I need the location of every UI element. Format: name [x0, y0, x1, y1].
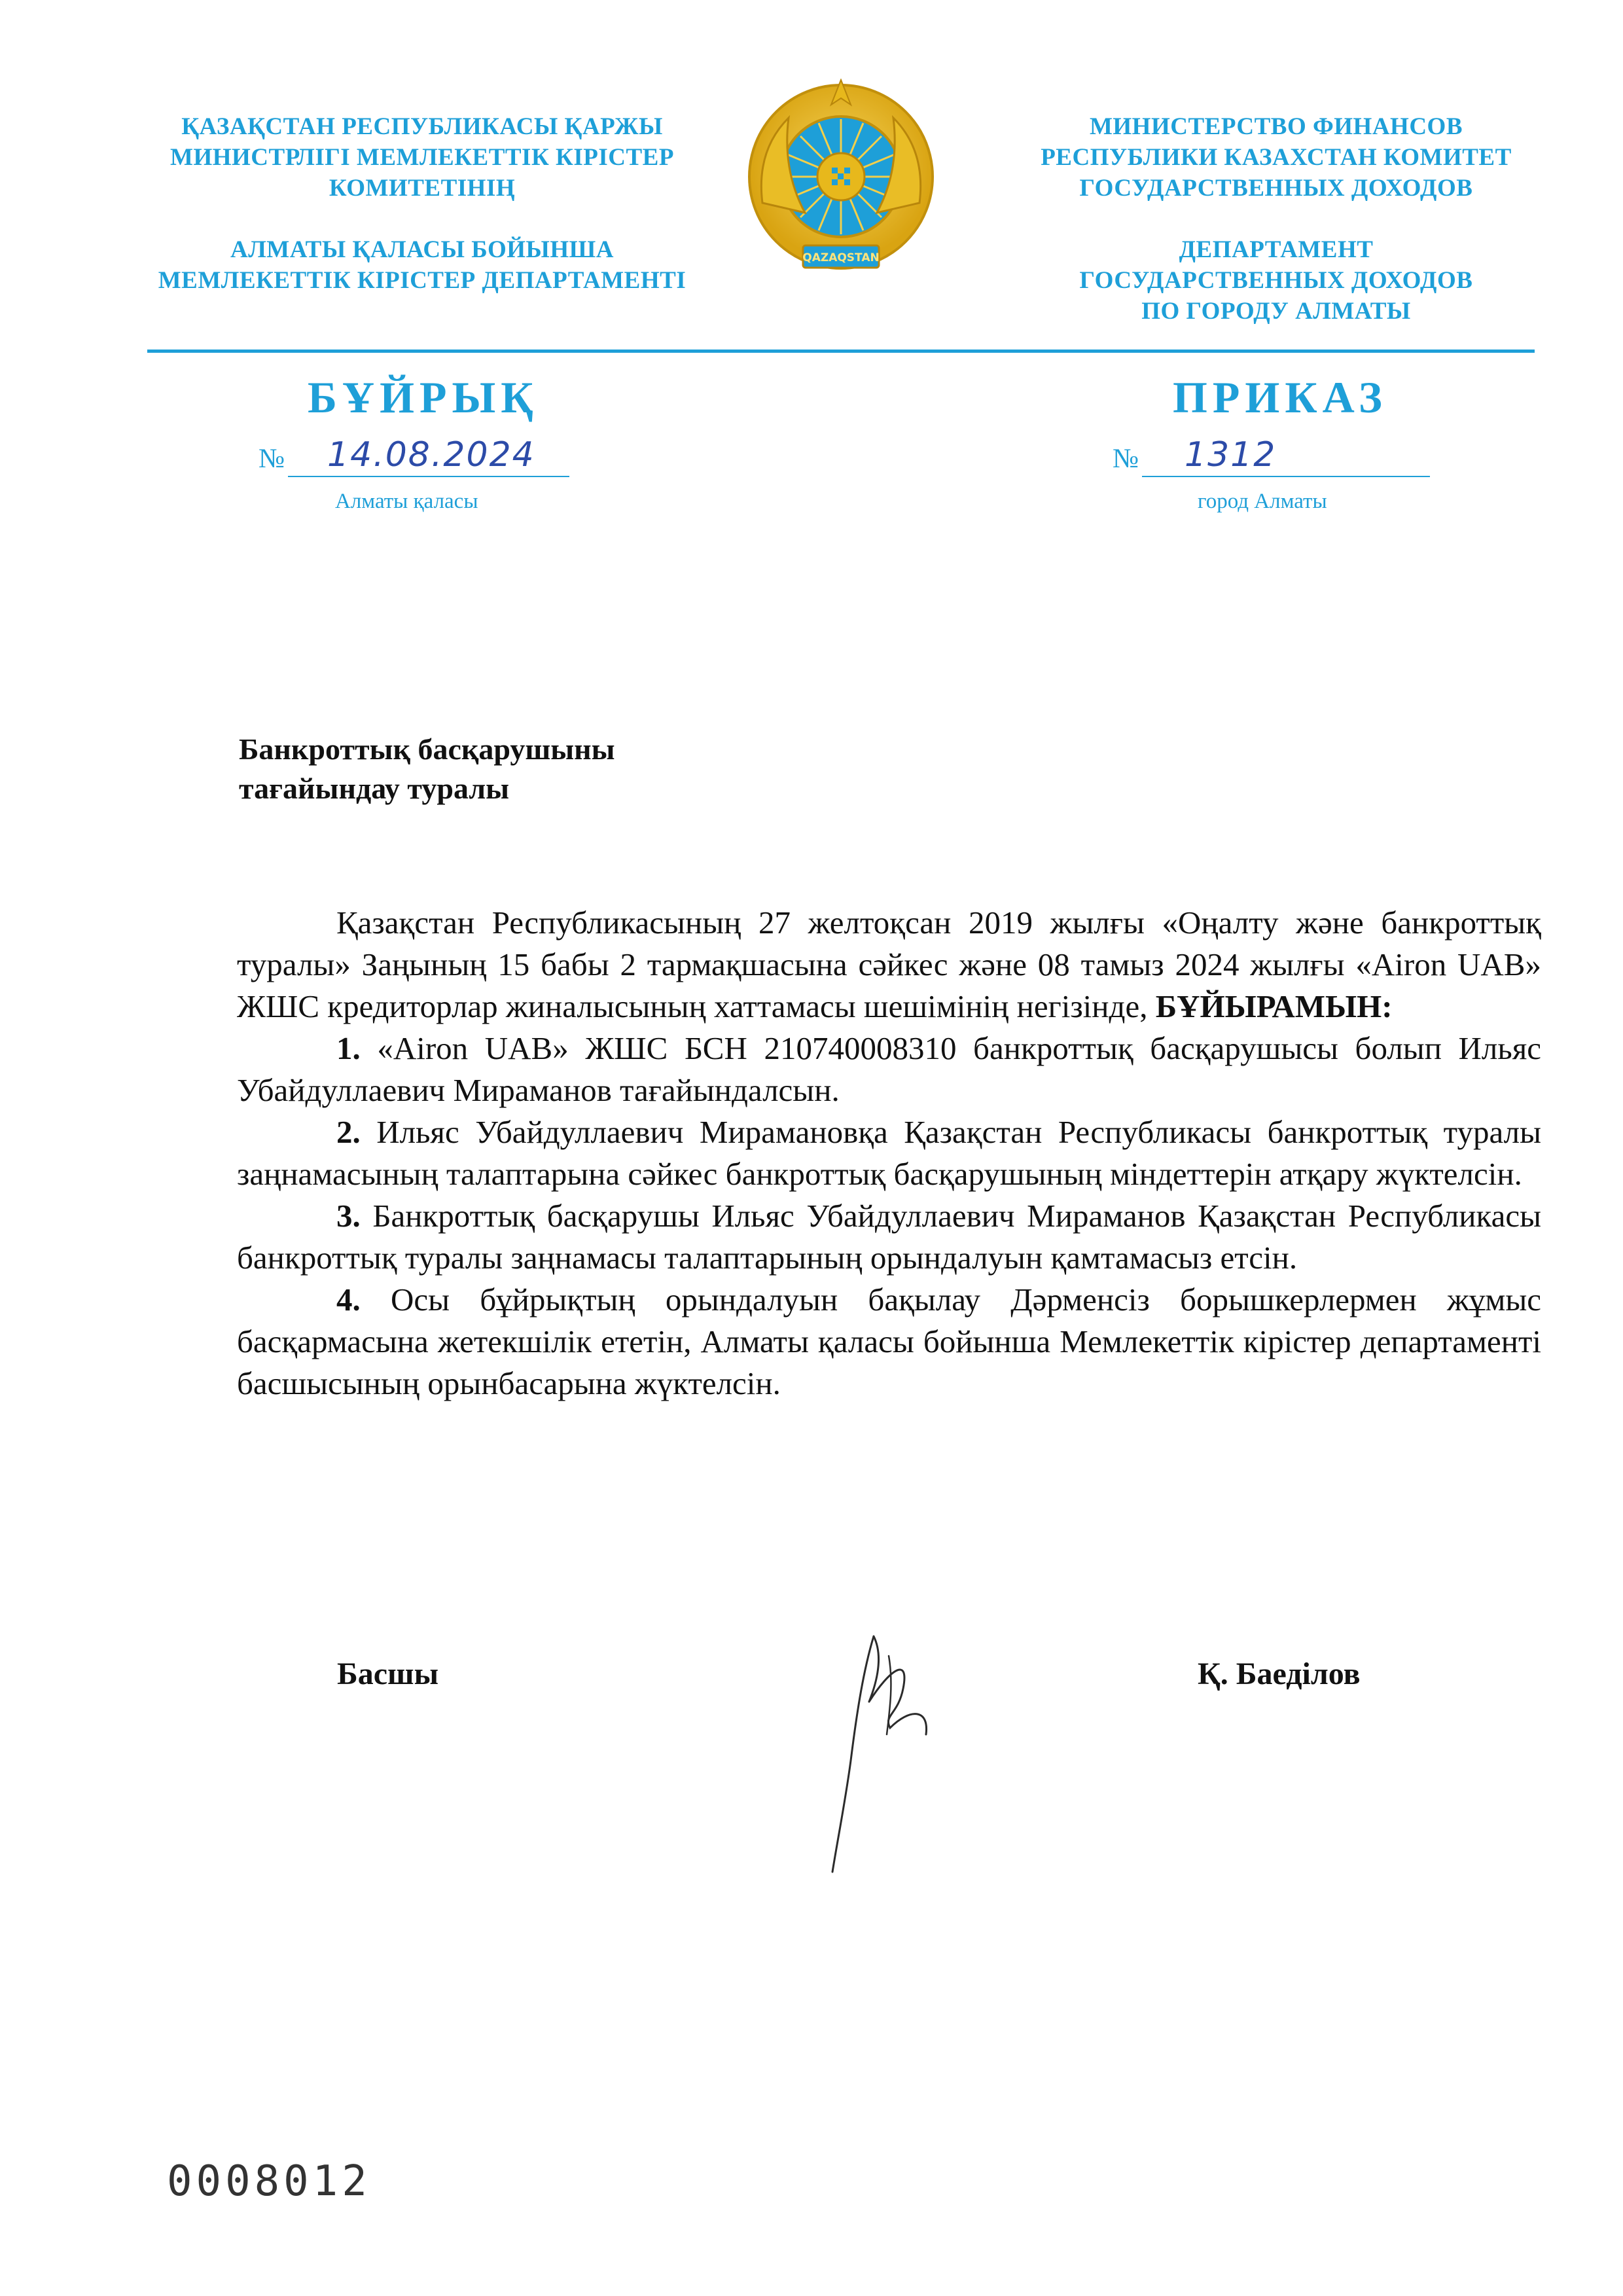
signatory-name: Қ. Баеділов	[1198, 1657, 1361, 1691]
header-right-line: ГОСУДАРСТВЕННЫХ ДОХОДОВ	[1079, 175, 1473, 202]
header-right-line: МИНИСТЕРСТВО ФИНАНСОВ	[1089, 113, 1463, 140]
item-number: 2.	[336, 1114, 361, 1150]
order-title-ru: ПРИКАЗ	[1173, 372, 1387, 422]
intro-command: БҰЙЫРАМЫН:	[1155, 988, 1393, 1024]
number-sign: №	[259, 444, 285, 474]
item-text: Банкроттық басқарушы Ильяс Убайдуллаевич Мираманов Қазақстан Республикасы банкроттық туралы заңнамасы талаптарының орындалуын қамтамасыз етсін.	[237, 1198, 1542, 1276]
city-ru: город Алматы	[1198, 490, 1327, 513]
signatory-role: Басшы	[337, 1657, 439, 1691]
item-text: Ильяс Убайдуллаевич Мирамановқа Қазақстан Республикасы банкроттық туралы заңнамасының талаптарына сәйкес банкроттық басқарушының міндеттерін атқару жүктелсін.	[237, 1114, 1541, 1192]
header-left	[128, 111, 717, 296]
subject-line: тағайындау туралы	[239, 772, 510, 805]
city-kz: Алматы қаласы	[335, 490, 478, 513]
header-left-line: КОМИТЕТІНІҢ	[329, 175, 516, 202]
order-number-ru	[1113, 435, 1433, 481]
header-right	[982, 111, 1571, 327]
handwritten-number: 1312	[1185, 435, 1277, 475]
list-item	[237, 1111, 1541, 1195]
serial-number: 0008012	[167, 2157, 371, 2206]
item-number: 1.	[336, 1030, 361, 1066]
subject-line: Банкроттық басқарушыны	[239, 732, 615, 766]
list-item	[237, 1195, 1541, 1279]
header-right-line: ДЕПАРТАМЕНТ	[1179, 236, 1374, 263]
header-left-line: ҚАЗАҚСТАН РЕСПУБЛИКАСЫ ҚАРЖЫ	[181, 113, 663, 140]
number-underline	[288, 476, 569, 477]
number-underline	[1142, 476, 1430, 477]
header-right-line: ПО ГОРОДУ АЛМАТЫ	[1141, 298, 1411, 325]
list-item	[237, 1279, 1541, 1405]
header-right-line: ГОСУДАРСТВЕННЫХ ДОХОДОВ	[1079, 267, 1473, 294]
item-text: «Airon UAB» ЖШС БСН 210740008310 банкроттық басқарушысы болып Ильяс Убайдуллаевич Мираманов тағайындалсын.	[237, 1030, 1541, 1108]
header-left-line: АЛМАТЫ ҚАЛАСЫ БОЙЫНША	[230, 236, 614, 263]
header-right-line: РЕСПУБЛИКИ КАЗАХСТАН КОМИТЕТ	[1041, 144, 1512, 171]
subject	[239, 730, 828, 808]
header-left-line: МЕМЛЕКЕТТІК КІРІСТЕР ДЕПАРТАМЕНТІ	[158, 267, 687, 294]
item-text: Осы бұйрықтың орындалуын бақылау Дәрменсіз борышкерлермен жұмыс басқармасына жетекшілік ететін, Алматы қаласы бойынша Мемлекеттік кірістер департаменті басшысының орынбасарына жүктелсін.	[237, 1282, 1541, 1401]
item-number: 4.	[336, 1282, 361, 1318]
intro-paragraph	[237, 902, 1541, 1028]
number-sign: №	[1113, 444, 1139, 474]
state-emblem-icon	[743, 79, 939, 295]
handwritten-date: 14.08.2024	[327, 435, 535, 475]
order-number-kz	[259, 435, 573, 481]
order-title-kz: БҰЙРЫҚ	[308, 372, 539, 422]
handwritten-signature-icon	[812, 1630, 955, 1878]
header-left-line: МИНИСТРЛІГІ МЕМЛЕКЕТТІК КІРІСТЕР	[170, 144, 674, 171]
item-number: 3.	[336, 1198, 361, 1234]
list-item	[237, 1028, 1541, 1111]
order-body	[237, 902, 1541, 1405]
emblem-text: QAZAQSTAN	[802, 251, 880, 264]
intro-text: Қазақстан Республикасының 27 желтоқсан 2019 жылғы «Оңалту және банкроттық туралы» Заңының 15 бабы 2 тармақшасына сәйкес және 08 тамыз 2024 жылғы «Airon UAB» ЖШС кредиторлар жиналысының хаттамасы шешімінің негізінде,	[237, 905, 1541, 1024]
header-divider	[147, 350, 1535, 353]
